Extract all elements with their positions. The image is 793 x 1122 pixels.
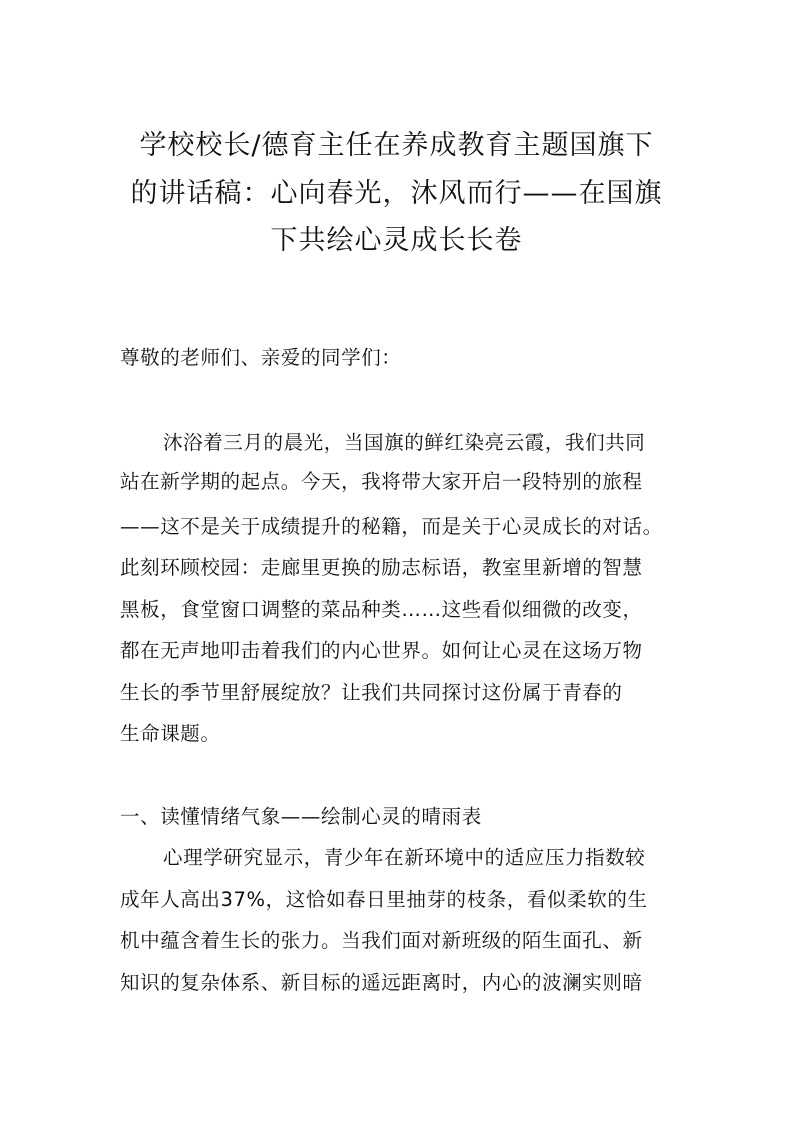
paragraph-line: 生命课题。 bbox=[120, 722, 221, 745]
paragraph-line: 心理学研究显示，青少年在新环境中的适应压力指数较 bbox=[163, 846, 646, 869]
paragraph-line: 机中蕴含着生长的张力。当我们面对新班级的陌生面孔、新 bbox=[120, 929, 643, 952]
paragraph-line: 黑板，食堂窗口调整的菜品种类……这些看似细微的改变， bbox=[120, 598, 643, 621]
section-heading: 一、读懂情绪气象——绘制心灵的晴雨表 bbox=[120, 805, 482, 828]
title-line: 的讲话稿：心向春光，沐风而行——在国旗 bbox=[130, 177, 663, 209]
paragraph-line: 生长的季节里舒展绽放？让我们共同探讨这份属于青春的 bbox=[120, 681, 623, 704]
paragraph-line: 都在无声地叩击着我们的内心世界。如何让心灵在这场万物 bbox=[120, 639, 643, 662]
paragraph-line: 知识的复杂体系、新目标的遥远距离时，内心的波澜实则暗 bbox=[120, 971, 643, 994]
paragraph-line: 站在新学期的起点。今天，我将带大家开启一段特别的旅程 bbox=[120, 470, 643, 493]
paragraph-line: 此刻环顾校园：走廊里更换的励志标语，教室里新增的智慧 bbox=[120, 556, 643, 579]
paragraph-line: 沐浴着三月的晨光，当国旗的鲜红染亮云霞，我们共同 bbox=[163, 431, 646, 454]
salutation: 尊敬的老师们、亲爱的同学们： bbox=[120, 346, 402, 369]
document-title bbox=[110, 122, 683, 265]
title-line: 学校校长/德育主任在养成教育主题国旗下 bbox=[139, 130, 654, 161]
paragraph-line: ——这不是关于成绩提升的秘籍，而是关于心灵成长的对话。 bbox=[120, 515, 663, 538]
paragraph-line: 成年人高出37%，这恰如春日里抽芽的枝条，看似柔软的生 bbox=[120, 888, 648, 911]
title-line: 下共绘心灵成长长卷 bbox=[270, 225, 523, 256]
